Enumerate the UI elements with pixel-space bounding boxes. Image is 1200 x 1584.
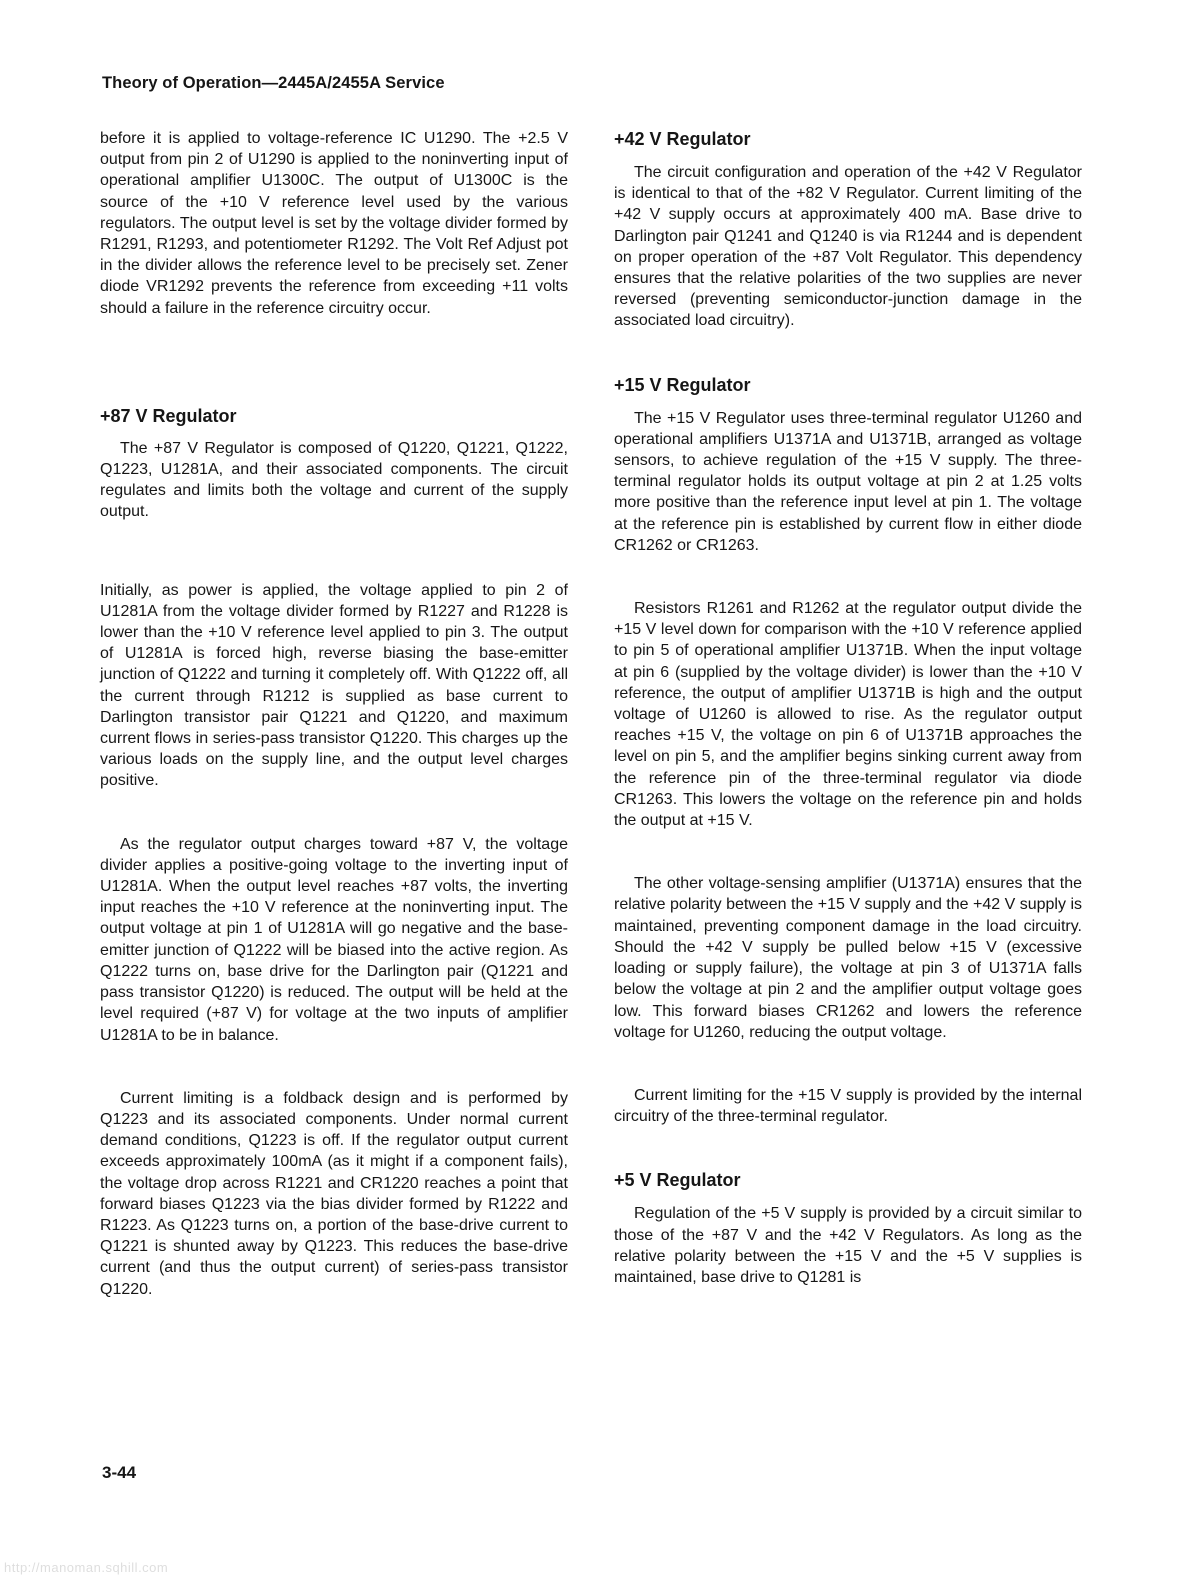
paragraph-5v-regulation: Regulation of the +5 V supply is provided by a circuit similar to those of the +87 V and the +42 V Regulators. As long as the relative polarity between the +15 V and the +5 V supplies is maintained, base drive to Q1281 is [614,1205,1082,1286]
right-column [614,128,1082,1288]
paragraph-87v-regulation: As the regulator output charges toward +87 V, the voltage divider applies a positive-going voltage to the inverting input of U1281A. When the output level reaches +87 volts, the inverting input reaches the +10 V reference at the noninverting input. The output voltage at pin 1 of U1281A will go negative and the base-emitter junction of Q1222 will be biased into the active region. As Q1222 turns on, base drive for the Darlington pair (Q1221 and pass transistor Q1220) is reduced. The output will be held at the level required (+87 V) for voltage at the two inputs of amplifier U1281A to be in balance. [100,835,568,1044]
page-number: 3-44 [102,1463,137,1482]
url-watermark: http://manoman.sqhill.com [4,1560,169,1575]
paragraph-15v-overview: The +15 V Regulator uses three-terminal regulator U1260 and operational amplifiers U1371A and U1371B, arranged as voltage sensors, to achieve regulation of the +15 V supply. The three-terminal regulator holds its output voltage at pin 2 at 1.25 volts more positive than the reference input level at pin 1. The voltage at the reference pin is established by current flow in either diode CR1262 or CR1263. [614,409,1082,554]
left-column [100,128,568,1300]
heading-5v-regulator: +5 V Regulator [614,1170,741,1191]
heading-42v-regulator: +42 V Regulator [614,129,751,149]
running-header: Theory of Operation—2445A/2455A Service [102,74,445,92]
paragraph-15v-polarity: The other voltage-sensing amplifier (U1371A) ensures that the relative polarity between the +15 V supply and the +42 V supply is maintained, preventing component damage in the load circuitry. Should the +42 V supply be pulled below +15 V (excessive loading or supply failure), the voltage at pin 3 of U1371A falls below the voltage at pin 2 and the amplifier output voltage goes low. This forward biases CR1262 and lowers the reference voltage for U1260, reducing the output voltage. [614,875,1082,1041]
paragraph-87v-startup: Initially, as power is applied, the voltage applied to pin 2 of U1281A from the voltage divider formed by R1227 and R1228 is lower than the +10 V reference level applied to pin 3. The output of U1281A is forced high, reverse biasing the base-emitter junction of Q1222 and turning it completely off. With Q1222 off, all the current through R1212 is supplied as base current to Darlington transistor pair Q1221 and Q1220, and maximum current flows in series-pass transistor Q1220. This charges up the various loads on the supply line, and the output level charges positive. [100,581,568,790]
paragraph-15v-current-limiting: Current limiting for the +15 V supply is provided by the internal circuitry of the three-terminal regulator. [614,1086,1082,1126]
paragraph-87v-composition: The +87 V Regulator is composed of Q1220, Q1221, Q1222, Q1223, U1281A, and their associated components. The circuit regulates and limits both the voltage and current of the supply output. [100,439,568,521]
paragraph-voltage-reference-continued: before it is applied to voltage-reference IC U1290. The +2.5 V output from pin 2 of U1290 is applied to the noninverting input of operational amplifier U1300C. The output of U1300C is the source of the +10 V reference level used by the various regulators. The output level is set by the voltage divider formed by R1291, R1293, and potentiometer R1292. The Volt Ref Adjust pot in the divider allows the reference level to be precisely set. Zener diode VR1292 prevents the reference from exceeding +11 volts should a failure in the reference circuitry occur. [100,130,568,317]
paragraph-42v-operation: The circuit configuration and operation of the +42 V Regulator is identical to that of the +82 V Regulator. Current limiting of the +42 V supply occurs at approximately 400 mA. Base drive to Darlington pair Q1241 and Q1240 is via R1244 and is dependent on proper operation of the +87 Volt Regulator. This dependency ensures that the relative polarities of the two supplies are never reversed (preventing semiconductor-junction damage in the associated load circuitry). [614,164,1082,330]
heading-87v-regulator: +87 V Regulator [100,405,237,426]
paragraph-87v-current-limiting: Current limiting is a foldback design and is performed by Q1223 and its associated components. Under normal current demand conditions, Q1223 is off. If the regulator output current exceeds approximately 100mA (as it might if a component fails), the voltage drop across R1221 and CR1220 reaches a point that forward biases Q1223 via the bias divider formed by R1222 and R1223. As Q1223 turns on, a portion of the base-drive current to Q1221 is shunted away by Q1223. This reduces the base-drive current (and thus the output current) of series-pass transistor Q1220. [100,1089,568,1298]
paragraph-15v-divider: Resistors R1261 and R1262 at the regulator output divide the +15 V level down for comparison with the +10 V reference applied to pin 5 of operational amplifier U1371B. When the input voltage at pin 6 (supplied by the voltage divider) is lower than the +10 V reference, the output of amplifier U1371B is high and the output voltage of U1260 is allowed to rise. As the regulator output reaches +15 V, the voltage on pin 6 of U1371B approaches the level on pin 5, and the amplifier begins sinking current away from the reference pin of the three-terminal regulator via diode CR1263. This lowers the voltage on the reference pin and holds the output at +15 V. [614,600,1082,830]
heading-15v-regulator: +15 V Regulator [614,374,751,395]
